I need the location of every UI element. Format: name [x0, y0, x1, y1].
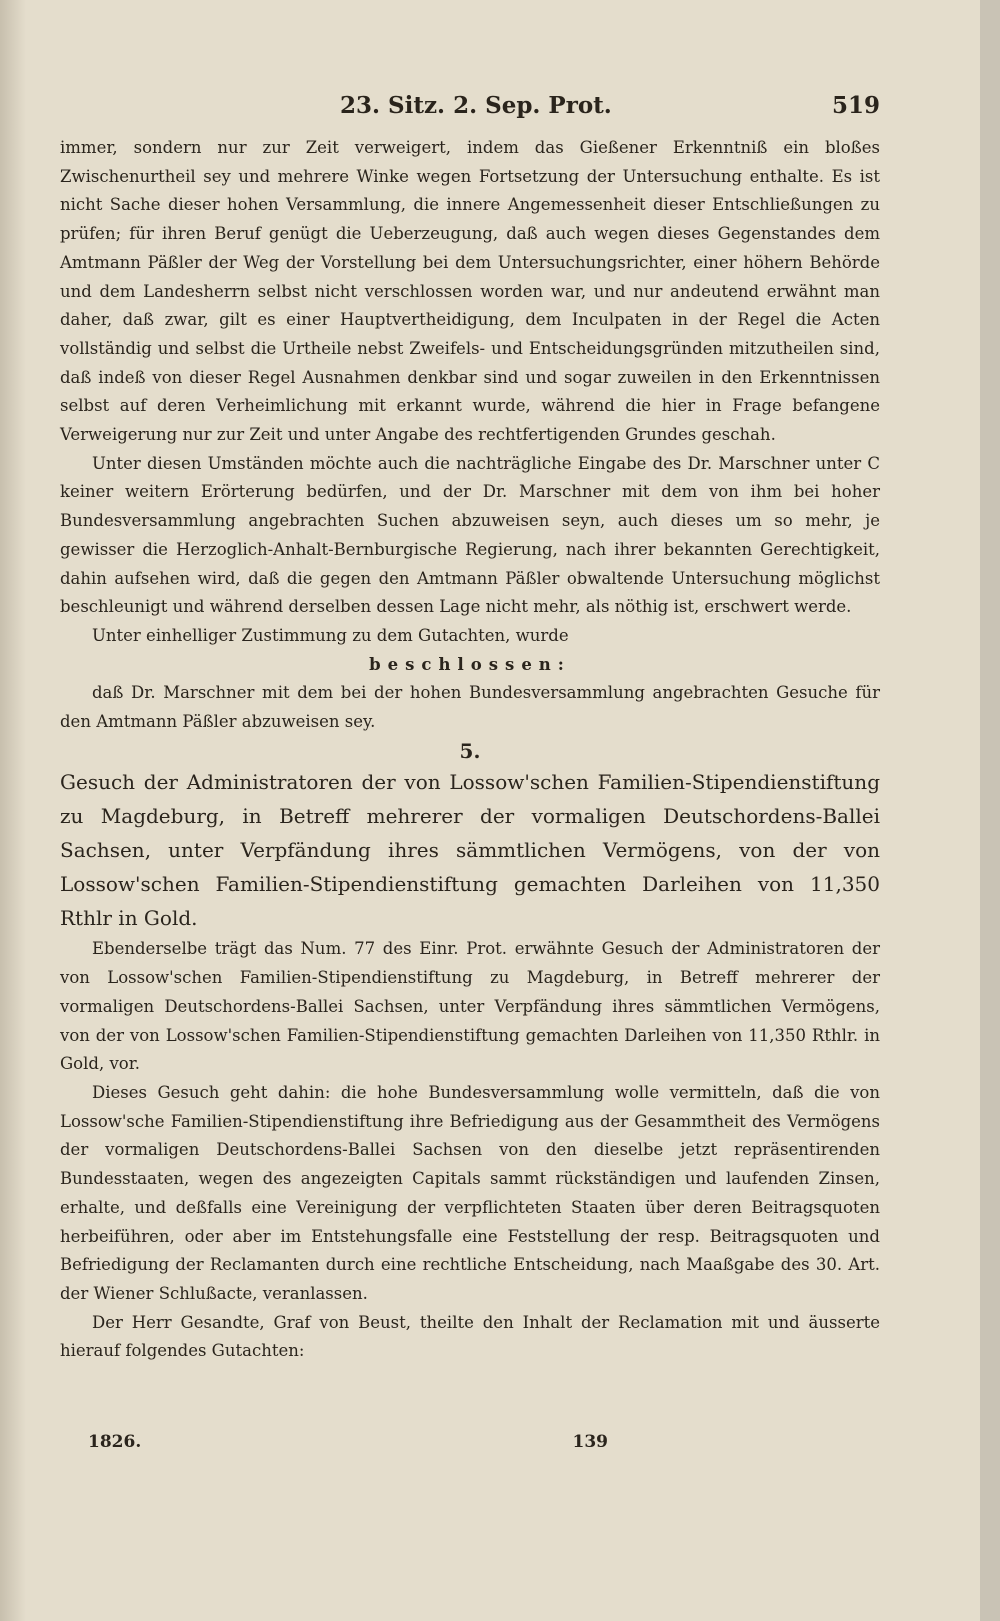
page-gutter-shadow: [0, 0, 26, 1621]
paragraph: Dieses Gesuch geht dahin: die hohe Bundesversammlung wolle vermitteln, daß die von Lossow'sche Familien-Stipendienstiftung ihre Befriedigung aus der Gesammtheit des Vermögens der vormaligen Deutschordens-Ballei Sachsen von den dieselbe jetzt repräsentirenden Bundesstaaten, wegen des angezeigten Capitals sammt rückständigen und laufenden Zinsen, erhalte, und deßfalls eine Vereinigung der verpflichteten Staaten über deren Beitragsquoten herbeiführen, oder aber im Entstehungsfalle eine Feststellung der resp. Beitragsquoten und Befriedigung der Reclamanten durch eine rechtliche Entscheidung, nach Maaßgabe des 30. Art. der Wiener Schlußacte, veranlassen.: [60, 1082, 880, 1303]
resolution: daß Dr. Marschner mit dem bei der hohen Bundesversammlung angebrachten Gesuche für den Amtmann Päßler abzuweisen sey.: [60, 683, 880, 732]
paragraph: immer, sondern nur zur Zeit verweigert, indem das Gießener Erkenntniß ein bloßes Zwischenurtheil sey und mehrere Winke wegen Fortsetzung der Untersuchung enthalte. Es ist nicht Sache dieser hohen Versammlung, die innere Angemessenheit dieser Entschließungen zu prüfen; für ihren Beruf genügt die Ueberzeugung, daß auch wegen dieses Gegenstandes dem Amtmann Päßler der Weg der Vorstellung bei dem Untersuchungsrichter, einer höhern Behörde und dem Landesherrn selbst nicht verschlossen worden war, und nur andeutend erwähnt man daher, daß zwar, gilt es einer Hauptvertheidigung, dem Inculpaten in der Regel die Acten vollständig und selbst die Urtheile nebst Zweifels- und Entscheidungsgründen mitzutheilen sind, daß indeß von dieser Regel Ausnahmen denkbar sind und sogar zuweilen in den Erkenntnissen selbst auf deren Verheimlichung mit erkannt wurde, während die hier in Frage befangene Verweigerung nur zur Zeit und unter Angabe des rechtfertigenden Grundes geschah.: [60, 138, 880, 445]
running-title: 23. Sitz. 2. Sep. Prot.: [340, 92, 612, 119]
paragraph: Der Herr Gesandte, Graf von Beust, theilte den Inhalt der Reclamation mit und äusserte hierauf folgendes Gutachten:: [60, 1312, 880, 1361]
section-number: 5.: [459, 738, 481, 763]
paragraph: Unter einhelliger Zustimmung zu dem Gutachten, wurde: [92, 625, 569, 645]
page-header: [60, 92, 880, 122]
section-heading: Gesuch der Administratoren der von Lossow'schen Familien-Stipendienstiftung zu Magdeburg, in Betreff mehrerer der vormaligen Deutschordens-Ballei Sachsen, unter Verpfändung ihres sämmtlichen Vermögens, von der von Lossow'schen Familien-Stipendienstiftung gemachten Darleihen von 11,350 Rthlr in Gold.: [60, 770, 880, 931]
page-number: 519: [831, 92, 880, 119]
page-footer: [88, 1432, 608, 1460]
body-text: [60, 134, 880, 1366]
decision-heading: beschlossen:: [369, 654, 571, 674]
signature-mark: 139: [572, 1432, 608, 1452]
paragraph: Ebenderselbe trägt das Num. 77 des Einr. Prot. erwähnte Gesuch der Administratoren der von Lossow'schen Familien-Stipendienstiftung zu Magdeburg, in Betreff mehrerer der vormaligen Deutschordens-Ballei Sachsen, unter Verpfändung ihres sämmtlichen Vermögens, von der von Lossow'schen Familien-Stipendienstiftung gemachten Darleihen von 11,350 Rthlr. in Gold, vor.: [60, 939, 880, 1074]
page-edge: [980, 0, 1000, 1621]
footer-year: 1826.: [88, 1432, 142, 1452]
paragraph: Unter diesen Umständen möchte auch die nachträgliche Eingabe des Dr. Marschner unter C keiner weitern Erörterung bedürfen, und der Dr. Marschner mit dem von ihm bei hoher Bundesversammlung angebrachten Suchen abzuweisen seyn, auch dieses um so mehr, je gewisser die Herzoglich-Anhalt-Bernburgische Regierung, nach ihrer bekannten Gerechtigkeit, dahin aufsehen wird, daß die gegen den Amtmann Päßler obwaltende Untersuchung möglichst beschleunigt und während derselben dessen Lage nicht mehr, als nöthig ist, erschwert werde.: [60, 453, 880, 617]
